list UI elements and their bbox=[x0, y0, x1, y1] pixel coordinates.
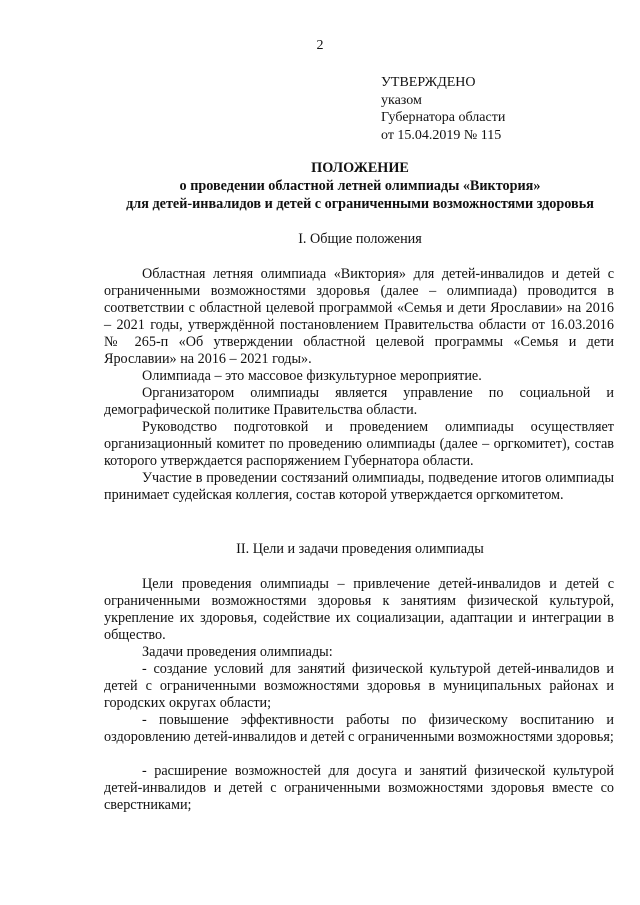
approval-block bbox=[381, 74, 621, 144]
list-item: - создание условий для занятий физической культурой детей-инвалидов и детей с ограниченными возможностями здоровья в муниципальных районах и городских округах области; bbox=[104, 661, 614, 711]
paragraph: Областная летняя олимпиада «Виктория» для детей-инвалидов и детей с ограниченными возможностями здоровья (далее – олимпиада) проводится в соответствии с областной целевой программой «Семья и дети Ярославии» на 2016 – 2021 годы, утверждённой постановлением Правительства области от 16.03.2016 № 265-п «Об утверждении областной целевой программы «Семья и дети Ярославии» на 2016 – 2021 годы». bbox=[104, 266, 614, 367]
approval-line: указом bbox=[381, 92, 422, 108]
document-title: ПОЛОЖЕНИЕ bbox=[311, 160, 409, 176]
paragraph: Участие в проведении состязаний олимпиады, подведение итогов олимпиады принимает судейская коллегия, состав которой утверждается оргкомитетом. bbox=[104, 470, 614, 503]
list-item: - повышение эффективности работы по физическому воспитанию и оздоровлению детей-инвалидов и детей с ограниченными возможностями здоровья; bbox=[104, 712, 614, 745]
document-subtitle: для детей-инвалидов и детей с ограниченными возможностями здоровья bbox=[126, 196, 594, 212]
approval-line: Губернатора области bbox=[381, 110, 506, 125]
approval-line: УТВЕРЖДЕНО bbox=[381, 75, 476, 90]
document-subtitle: о проведении областной летней олимпиады «Виктория» bbox=[179, 178, 541, 194]
list-item: - расширение возможностей для досуга и занятий физической культурой детей-инвалидов и детей с ограниченными возможностями здоровья вместе со сверстниками; bbox=[104, 763, 614, 813]
section-heading: II. Цели и задачи проведения олимпиады bbox=[236, 541, 484, 557]
paragraph: Задачи проведения олимпиады: bbox=[142, 644, 333, 660]
paragraph: Руководство подготовкой и проведением олимпиады осуществляет организационный комитет по проведению олимпиады (далее – оргкомитет), состав которого утверждается распоряжением Губернатора области. bbox=[104, 419, 614, 469]
paragraph: Организатором олимпиады является управление по социальной и демографической политике Правительства области. bbox=[104, 385, 614, 418]
paragraph: Олимпиада – это массовое физкультурное мероприятие. bbox=[142, 368, 482, 384]
section-heading: I. Общие положения bbox=[298, 231, 422, 247]
approval-line: от 15.04.2019 № 115 bbox=[381, 127, 502, 143]
page-number: 2 bbox=[316, 38, 324, 53]
paragraph: Цели проведения олимпиады – привлечение детей-инвалидов и детей с ограниченными возможностями здоровья к занятиям физической культурой, укрепление их здоровья, содействие их социализации, адаптации и интеграции в общество. bbox=[104, 576, 614, 643]
